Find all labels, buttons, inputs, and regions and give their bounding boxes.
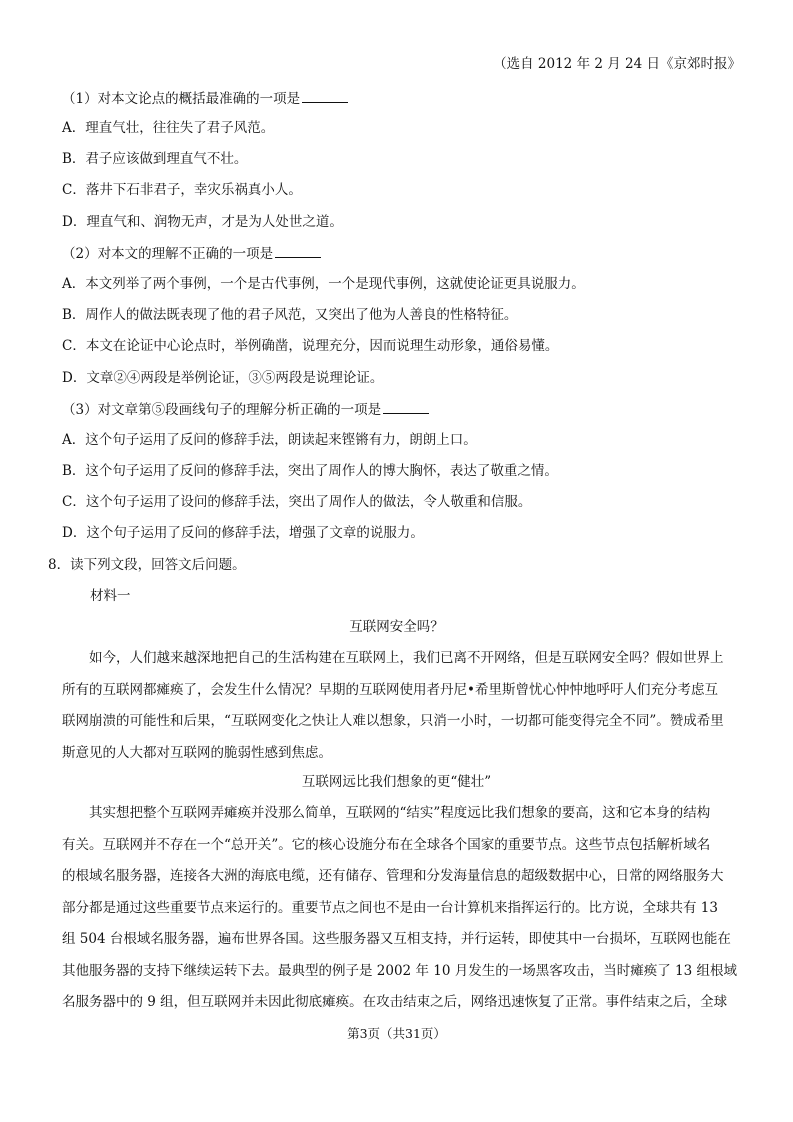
question-3-text: （3）对文章第⑤段画线句子的理解分析正确的一项是 <box>62 402 382 418</box>
question-1-option-d: D．理直气和、润物无声，才是为人处世之道。 <box>62 214 343 230</box>
answer-blank <box>383 399 429 414</box>
paragraph-1-line: 所有的互联网都瘫痪了，会发生什么情况？早期的互联网使用者丹尼•希里斯曾忧心忡忡地呼吁人们充分考虑互 <box>62 681 718 698</box>
material-label: 材料一 <box>90 588 131 604</box>
question-2-option-a: A．本文列举了两个事例，一个是古代事例，一个是现代事例，这就使论证更具说服力。 <box>62 276 585 292</box>
question-2-option-b: B．周作人的做法既表现了他的君子风范，又突出了他为人善良的性格特征。 <box>62 307 518 323</box>
question-2-option-d: D．文章②④两段是举例论证，③⑤两段是说理论证。 <box>62 370 384 386</box>
paragraph-2-line: 组 504 台根域名服务器，遍布世界各国。这些服务器又互相支持，并行运转，即使其中一台损坏，互联网也能在 <box>62 931 731 947</box>
question-3-option-a: A．这个句子运用了反问的修辞手法，朗读起来铿锵有力，朗朗上口。 <box>62 432 477 448</box>
question-8-stem: 8．读下列文段，回答文后问题。 <box>48 557 246 573</box>
question-1-text: （1）对本文论点的概括最准确的一项是 <box>62 91 301 107</box>
source-citation: （选自 2012 年 2 月 24 日《京郊时报》 <box>493 56 741 72</box>
question-2-stem <box>62 243 321 264</box>
paragraph-1-line: 联网崩溃的可能性和后果，“互联网变化之快让人难以想象，只消一小时，一切都可能变得完全不同”。赞成希里 <box>62 713 724 729</box>
question-1-option-b: B．君子应该做到理直气不壮。 <box>62 151 248 167</box>
question-3-option-b: B．这个句子运用了反问的修辞手法，突出了周作人的博大胸怀，表达了敬重之情。 <box>62 463 558 479</box>
question-1-option-c: C．落井下石非君子，幸灾乐祸真小人。 <box>62 182 302 198</box>
paragraph-2-line: 有关。互联网并不存在一个“总开关”。它的核心设施分布在全球各个国家的重要节点。这些节点包括解析域名 <box>62 836 711 853</box>
question-2-text: （2）对本文的理解不正确的一项是 <box>62 246 274 262</box>
paragraph-2-line: 的根域名服务器，连接各大洲的海底电缆，还有储存、管理和分发海量信息的超级数据中心，日常的网络服务大 <box>62 868 724 884</box>
answer-blank <box>302 88 348 103</box>
paragraph-2-line: 名服务器中的 9 组，但互联网并未因此彻底瘫痪。在攻击结束之后，网络迅速恢复了正常。事件结束之后，全球 <box>62 994 728 1010</box>
paragraph-2 <box>62 798 752 1019</box>
question-1-stem <box>62 88 348 109</box>
paragraph-2-line: 其实想把整个互联网弄瘫痪并没那么简单，互联网的“结实”程度远比我们想象的要高，这和它本身的结构 <box>89 805 711 821</box>
paragraph-1-line: 如今，人们越来越深地把自己的生活构建在互联网上，我们已离不开网络，但是互联网安全吗？假如世界上 <box>89 650 724 666</box>
paragraph-1-line: 斯意见的人大都对互联网的脆弱性感到焦虑。 <box>62 744 332 761</box>
question-3-stem <box>62 399 429 420</box>
question-3-option-d: D．这个句子运用了反问的修辞手法，增强了文章的说服力。 <box>62 525 424 541</box>
paragraph-1 <box>62 643 752 769</box>
question-2-option-c: C．本文在论证中心论点时，举例确凿，说理充分，因而说理生动形象，通俗易懂。 <box>62 338 559 354</box>
question-1-option-a: A．理直气壮，往往失了君子风范。 <box>62 120 275 136</box>
paragraph-2-line: 其他服务器的支持下继续运转下去。最典型的例子是 2002 年 10 月发生的一场黑客攻击，当时瘫痪了 13 组根域 <box>62 962 737 979</box>
section-title-2: 互联网远比我们想象的更“健壮” <box>301 774 492 790</box>
answer-blank <box>275 243 321 258</box>
question-3-option-c: C．这个句子运用了设问的修辞手法，突出了周作人的做法，令人敬重和信服。 <box>62 494 532 510</box>
section-title-1: 互联网安全吗？ <box>349 619 444 635</box>
paragraph-2-line: 部分都是通过这些重要节点来运行的。重要节点之间也不是由一台计算机来指挥运行的。比方说，全球共有 13 <box>62 899 718 916</box>
page-footer: 第3页（共31页） <box>347 1026 446 1041</box>
